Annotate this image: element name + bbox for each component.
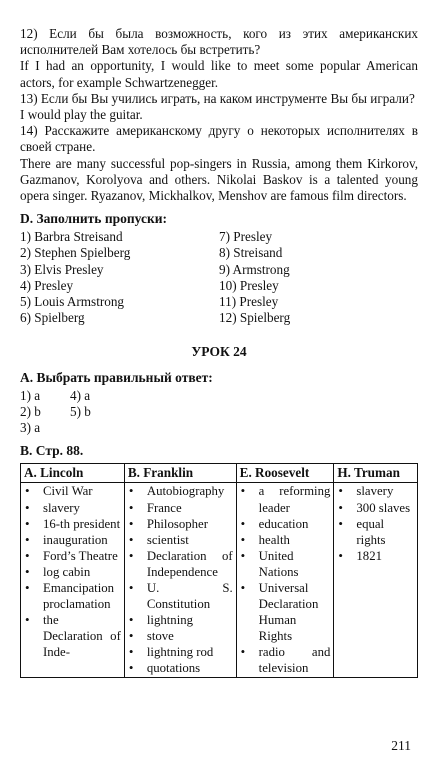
list-item: • inauguration bbox=[21, 532, 124, 548]
page-content bbox=[20, 26, 418, 678]
list-item: • log cabin bbox=[21, 564, 124, 580]
list-item: • U. S. Constitution bbox=[125, 580, 236, 612]
answer-item: 2) b bbox=[20, 404, 41, 420]
list-item: 11) Presley bbox=[219, 294, 279, 310]
list-item: 9) Armstrong bbox=[219, 261, 290, 277]
column-header: E. Roosevelt bbox=[236, 464, 334, 483]
bullet-list bbox=[21, 483, 124, 660]
list-item: 1) Barbra Streisand bbox=[20, 229, 123, 245]
table-cell bbox=[236, 483, 334, 677]
list-item: • Civil War bbox=[21, 483, 124, 499]
list-item: 12) Spielberg bbox=[219, 310, 291, 326]
question-12: 12) Если бы была возможность, кого из этих американских исполнителей Вам хотелось бы встретить? bbox=[20, 26, 418, 58]
section-b-heading: B. Стр. 88. bbox=[20, 443, 84, 459]
list-item: • education bbox=[237, 516, 334, 532]
answer-row bbox=[20, 404, 418, 420]
table-cell bbox=[124, 483, 236, 677]
list-item: • lightning rod bbox=[125, 644, 236, 660]
list-item: 6) Spielberg bbox=[20, 310, 85, 326]
list-item: 4) Presley bbox=[20, 277, 74, 293]
list-item: • slavery bbox=[334, 483, 417, 499]
section-d-right-column bbox=[219, 229, 418, 326]
bullet-list bbox=[237, 483, 334, 676]
list-item: 7) Presley bbox=[219, 229, 273, 245]
list-item: • lightning bbox=[125, 612, 236, 628]
list-item: 10) Presley bbox=[219, 277, 279, 293]
answer-13: I would play the guitar. bbox=[20, 107, 143, 123]
list-item: 5) Louis Armstrong bbox=[20, 294, 125, 310]
column-header: H. Truman bbox=[334, 464, 418, 483]
column-header: A. Lincoln bbox=[21, 464, 125, 483]
list-item: • United Nations bbox=[237, 548, 334, 580]
list-item: • 16-th president bbox=[21, 516, 124, 532]
question-13: 13) Если бы Вы учились играть, на каком инструменте Вы бы играли? bbox=[20, 90, 415, 106]
section-d-answers bbox=[20, 229, 418, 326]
section-d-heading: D. Заполнить пропуски: bbox=[20, 211, 168, 227]
table-cell bbox=[334, 483, 418, 677]
section-a-answers bbox=[20, 388, 418, 436]
list-item: • 300 slaves bbox=[334, 500, 417, 516]
answer-item: 1) a bbox=[20, 388, 41, 404]
list-item: • 1821 bbox=[334, 548, 417, 564]
answer-14: There are many successful pop-singers in Russia, among them Kirkorov, Gazmanov, Korolyova and others. Nikolai Baskov is a talented young opera singer. Ryazanov, Mickhalkov, Menshov are famous film directors. bbox=[20, 155, 418, 204]
list-item: • Universal Declaration Human Rights bbox=[237, 580, 334, 644]
table-cell bbox=[21, 483, 125, 677]
list-item: • Emancipation proclamation bbox=[21, 580, 124, 612]
list-item: • radio and television bbox=[237, 644, 334, 676]
list-item: • equal rights bbox=[334, 516, 417, 548]
list-item: • Declaration of Independence bbox=[125, 548, 236, 580]
lesson-title: УРОК 24 bbox=[191, 344, 247, 360]
table-row bbox=[21, 483, 418, 677]
list-item: 8) Streisand bbox=[219, 245, 283, 261]
answer-item: 5) b bbox=[70, 404, 91, 420]
section-a-heading: A. Выбрать правильный ответ: bbox=[20, 370, 213, 386]
list-item: • Autobiography bbox=[125, 483, 236, 499]
list-item: • Philosopher bbox=[125, 516, 236, 532]
presidents-table bbox=[20, 463, 418, 677]
list-item: • slavery bbox=[21, 500, 124, 516]
list-item: • a reforming leader bbox=[237, 483, 334, 515]
bullet-list bbox=[334, 483, 417, 563]
list-item: • quotations bbox=[125, 660, 236, 676]
column-header: B. Franklin bbox=[124, 464, 236, 483]
section-d-left-column bbox=[20, 229, 219, 326]
question-14: 14) Расскажите американскому другу о некоторых исполнителях в своей стране. bbox=[20, 123, 418, 155]
list-item: • France bbox=[125, 500, 236, 516]
answer-item: 4) a bbox=[70, 388, 91, 404]
list-item: 2) Stephen Spielberg bbox=[20, 245, 131, 261]
list-item: 3) Elvis Presley bbox=[20, 261, 104, 277]
bullet-list bbox=[125, 483, 236, 676]
table-header-row bbox=[21, 464, 418, 483]
answer-12: If I had an opportunity, I would like to meet some popular American actors, for example Schwartzenegger. bbox=[20, 58, 418, 90]
list-item: • the Declaration of Inde- bbox=[21, 612, 124, 660]
answer-row bbox=[20, 420, 418, 436]
answer-item: 3) a bbox=[20, 420, 41, 436]
answer-row bbox=[20, 388, 418, 404]
list-item: • stove bbox=[125, 628, 236, 644]
list-item: • scientist bbox=[125, 532, 236, 548]
list-item: • Ford’s Theatre bbox=[21, 548, 124, 564]
page-number: 211 bbox=[391, 738, 411, 753]
list-item: • health bbox=[237, 532, 334, 548]
